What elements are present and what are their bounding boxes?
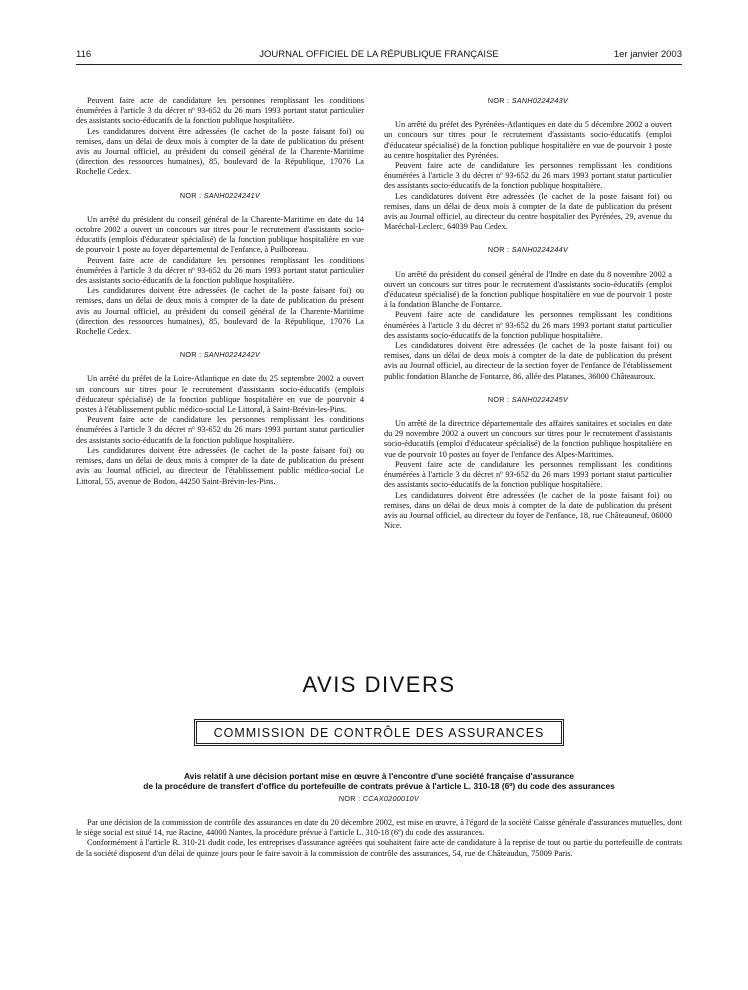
notice-title-line: de la procédure de transfert d'office du portefeuille de contrats prévue à l'article L. 310-18 (6º) du code des assurances <box>143 781 615 791</box>
nor-reference <box>384 245 672 255</box>
paragraph: Un arrêté de la directrice départementale des affaires sanitaires et sociales en date du 29 novembre 2002 a ouvert un concours sur titres pour le recrutement d'assistants socio-éducatifs (emploi d'éducateur spécialisé) de la fonction publique hospitalière en vue de pourvoir 10 postes au foyer de l'enfance des Alpes-Maritimes. <box>384 419 672 459</box>
nor-label: NOR : <box>179 190 202 200</box>
header-rule <box>76 64 682 65</box>
section-title: AVIS DIVERS <box>302 672 456 697</box>
paragraph: Les candidatures doivent être adressées (le cachet de la poste faisant foi) ou remises, dans un délai de deux mois à compter de la date de publication du présent avis au Journal officiel, au directeur du foyer de l'enfance, 18, rue Châteauneuf, 06000 Nice. <box>384 490 672 531</box>
paragraph: Un arrêté du président du conseil général de la Charente-Maritime en date du 14 octobre 2002 a ouvert un concours sur titres pour le recrutement d'assistants socio-éducatifs (emplois d'éducateur spécialisé) de la fonction publique hospitalière en vue de pourvoir 1 poste au foyer départemental de l'enfance, à Puilboreau. <box>76 214 364 255</box>
nor-code: SANH0224242V <box>203 350 261 360</box>
commission-heading: COMMISSION DE CONTRÔLE DES ASSURANCES <box>196 721 562 744</box>
nor-code: SANH0224244V <box>511 245 569 255</box>
paragraph: Les candidatures doivent être adressées (le cachet de la poste faisant foi) ou remises, dans un délai de deux mois à compter de la date de publication du présent avis au Journal officiel, au directeur de la section foyer de l'enfance de l'établissement public fondation Blanche de Fontarce, 86, allée des Platanes, 36000 Châteauroux. <box>384 341 672 381</box>
left-column <box>76 96 364 487</box>
nor-reference <box>384 96 672 106</box>
paragraph: Par une décision de la commission de contrôle des assurances en date du 20 décembre 2002, est mise en œuvre, à l'égard de la société Caisse générale d'assurances mutuelles, dont le siège social est situé 14, rue Racine, 44000 Nantes, la procédure prévue à l'article L. 310-18 (6º) du code des assurances. <box>76 818 682 838</box>
paragraph: Peuvent faire acte de candidature les personnes remplissant les conditions énumérées à l'article 3 du décret nº 93-652 du 26 mars 1993 portant statut particulier des assistants socio-éducatifs de la fonction publique hospitalière. <box>384 310 672 340</box>
nor-label: NOR : <box>179 350 202 360</box>
paragraph: Conformément à l'article R. 310-21 dudit code, les entreprises d'assurance agréées qui souhaitent faire acte de candidature à la reprise de tout ou partie du portefeuille de contrats de la société disposent d'un délai de quinze jours pour le faire savoir à la commission de contrôle des assurances, 54, rue de Châteaudun, 75009 Paris. <box>76 838 682 858</box>
right-column <box>384 96 672 531</box>
paragraph: Peuvent faire acte de candidature les personnes remplissant les conditions énumérées à l'article 3 du décret nº 93-652 du 26 mars 1993 portant statut particulier des assistants socio-éducatifs de la fonction publique hospitalière. <box>76 96 364 126</box>
nor-code: SANH0224243V <box>511 96 569 105</box>
paragraph: Peuvent faire acte de candidature les personnes remplissant les conditions énumérées à l'article 3 du décret nº 93-652 du 26 mars 1993 portant statut particulier des assistants socio-éducatifs de la fonction publique hospitalière. <box>384 459 672 490</box>
nor-label: NOR : <box>487 245 510 255</box>
nor-code: SANH0224245V <box>511 394 569 404</box>
issue-date: 1er janvier 2003 <box>613 49 682 60</box>
nor-reference <box>76 350 364 360</box>
paragraph: Un arrêté du préfet des Pyrénées-Atlantiques en date du 5 décembre 2002 a ouvert un concours sur titres pour le recrutement d'assistants socio-éducatifs (emploi d'éducateur spécialisé) de la fonction publique hospitalière en vue de pourvoir 1 poste au centre hospitalier des Pyrénées. <box>384 120 672 160</box>
paragraph: Peuvent faire acte de candidature les personnes remplissant les conditions énumérées à l'article 3 du décret nº 93-652 du 26 mars 1993 portant statut particulier des assistants socio-éducatifs de la fonction publique hospitalière. <box>76 415 364 445</box>
paragraph: Les candidatures doivent être adressées (le cachet de la poste faisant foi) ou remises, dans un délai de deux mois à compter de la date de publication du présent avis au Journal officiel, au président du conseil général de la Charente-Maritime (direction des ressources humaines), 85, boulevard de la République, 17076 La Rochelle Cedex. <box>76 126 364 177</box>
paragraph: Un arrêté du préfet de la Loire-Atlantique en date du 25 septembre 2002 a ouvert un concours sur titres pour le recrutement d'assistants socio-éducatifs (emplois d'éducateur spécialisé) de la fonction publique hospitalière en vue de pourvoir 4 postes à l'établissement public médico-social Le Littoral, à Saint-Brévin-les-Pins. <box>76 374 364 415</box>
paragraph: Les candidatures doivent être adressées (le cachet de la poste faisant foi) ou remises, dans un délai de deux mois à compter de la date de publication du présent avis au Journal officiel, au directeur de l'établissement public médico-social Le Littoral, 55, avenue de Bodon, 44250 Saint-Brévin-les-Pins. <box>76 445 364 486</box>
nor-reference <box>76 794 682 803</box>
commission-box <box>194 719 564 746</box>
notice-body <box>76 818 682 859</box>
paragraph: Peuvent faire acte de candidature les personnes remplissant les conditions énumérées à l'article 3 du décret nº 93-652 du 26 mars 1993 portant statut particulier des assistants socio-éducatifs de la fonction publique hospitalière. <box>76 255 364 286</box>
paragraph: Les candidatures doivent être adressées (le cachet de la poste faisant foi) ou remises, dans un délai de deux mois à compter de la date de publication du présent avis au Journal officiel, au directeur du centre hospitalier des Pyrénées, 29, avenue du Maréchal-Leclerc, 64039 Pau Cedex. <box>384 191 672 232</box>
notice-title <box>76 771 682 791</box>
page-number: 116 <box>76 49 92 60</box>
nor-code: SANH0224241V <box>203 190 261 200</box>
nor-code: CCAX0200010V <box>362 794 420 803</box>
nor-label: NOR : <box>338 794 361 803</box>
nor-reference <box>76 191 364 201</box>
journal-title: JOURNAL OFFICIEL DE LA RÉPUBLIQUE FRANÇAISE <box>259 49 499 60</box>
nor-label: NOR : <box>487 394 510 404</box>
nor-label: NOR : <box>487 96 510 105</box>
page-header <box>76 49 682 63</box>
notice-title-line: Avis relatif à une décision portant mise en œuvre à l'encontre d'une société française d'assurance <box>183 771 575 781</box>
paragraph: Les candidatures doivent être adressées (le cachet de la poste faisant foi) ou remises, dans un délai de deux mois à compter de la date de publication du présent avis au Journal officiel, au président du conseil général de la Charente-Maritime (direction des ressources humaines), 85, boulevard de la République, 17076 La Rochelle Cedex. <box>76 286 364 337</box>
paragraph: Peuvent faire acte de candidature les personnes remplissant les conditions énumérées à l'article 3 du décret nº 93-652 du 26 mars 1993 portant statut particulier des assistants socio-éducatifs de la fonction publique hospitalière. <box>384 161 672 191</box>
paragraph: Un arrêté du président du conseil général de l'Indre en date du 8 novembre 2002 a ouvert un concours sur titres pour le recrutement d'assistants socio-éducatifs (emploi d'éducateur spécialisé) de la fonction publique hospitalière en vue de pourvoir 1 poste à la fondation Blanche de Fontarce. <box>384 269 672 310</box>
nor-reference <box>384 395 672 405</box>
